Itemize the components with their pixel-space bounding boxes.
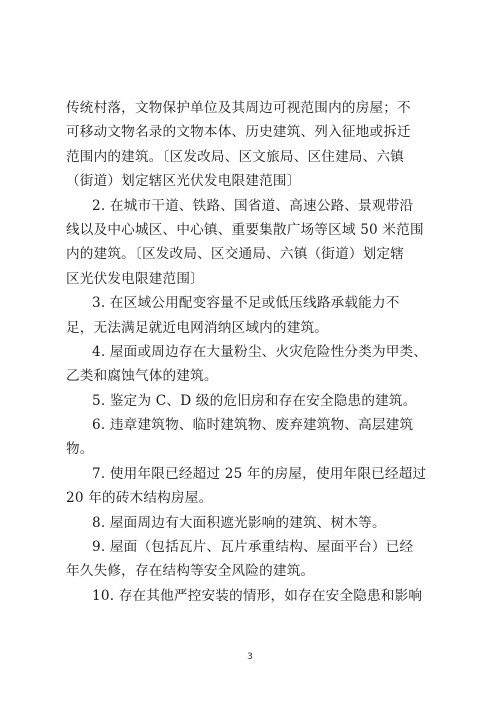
text-line: 4. 屋面或周边存在大量粉尘、火灾危险性分类为甲类、 [92, 343, 428, 360]
text-line: 5. 鉴定为 C、D 级的危旧房和存在安全隐患的建筑。 [92, 392, 417, 409]
text-line: （街道）划定辖区光伏发电限建范围〕 [66, 173, 301, 190]
page-number: 3 [247, 652, 253, 662]
text-line: 年久失修，存在结构等安全风险的建筑。 [66, 563, 315, 580]
text-line: 乙类和腐蚀气体的建筑。 [66, 368, 218, 385]
text-line: 范围内的建筑。〔区发改局、区文旅局、区住建局、六镇 [66, 148, 405, 165]
text-line: 区光伏发电限建范围〕 [66, 270, 204, 287]
text-line: 物。 [66, 441, 94, 458]
text-line: 2. 在城市干道、铁路、国省道、高速公路、景观带沿 [92, 197, 414, 214]
text-line: 6. 违章建筑物、临时建筑物、废弃建筑物、高层建筑 [92, 417, 414, 434]
document-body [66, 96, 438, 608]
text-line: 7. 使用年限已经超过 25 年的房屋，使用年限已经超过 [92, 465, 427, 482]
text-line: 足，无法满足就近电网消纳区域内的建筑。 [66, 319, 329, 336]
text-line: 8. 屋面周边有大面积遮光影响的建筑、树木等。 [92, 514, 386, 531]
text-line: 9. 屋面（包括瓦片、瓦片承重结构、屋面平台）已经 [92, 539, 414, 556]
text-line: 20 年的砖木结构房屋。 [66, 490, 213, 507]
text-line: 内的建筑。〔区发改局、区交通局、六镇（街道）划定辖 [66, 246, 405, 263]
text-line: 传统村落，文物保护单位及其周边可视范围内的房屋；不 [66, 100, 411, 116]
text-line: 线以及中心城区、中心镇、重要集散广场等区域 50 米范围 [66, 221, 424, 238]
text-line: 10. 存在其他严控安装的情形，如存在安全隐患和影响 [92, 587, 423, 604]
text-line: 可移动文物名录的文物本体、历史建筑、列入征地或拆迁 [66, 124, 411, 141]
text-line: 3. 在区域公用配变容量不足或低压线路承载能力不 [92, 295, 400, 312]
